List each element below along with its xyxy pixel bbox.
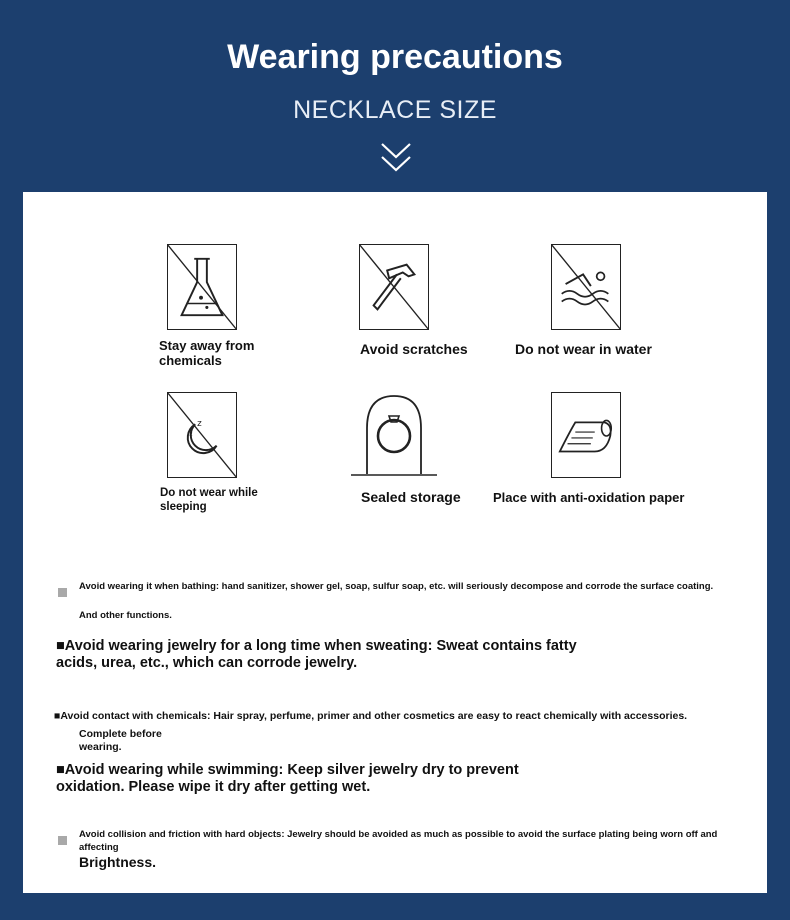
note-bullet (58, 588, 67, 597)
icon-label-sealed: Sealed storage (361, 489, 461, 505)
svg-text:z: z (197, 419, 202, 430)
icon-label-sleeping: Do not wear while sleeping (160, 487, 258, 513)
note-collision: Avoid collision and friction with hard objects: Jewelry should be avoided as much as possible to avoid the surface plating being worn off and affecting (79, 829, 718, 853)
page-subtitle: NECKLACE SIZE (293, 96, 497, 124)
note-bathing-extra: And other functions. (79, 610, 172, 621)
hammer-crossed-icon (359, 244, 429, 330)
note-swimming: ■Avoid wearing while swimming: Keep silver jewelry dry to prevent oxidation. Please wipe it dry after getting wet. (56, 762, 519, 795)
icon-label-scratches: Avoid scratches (360, 341, 468, 357)
note-bullet (58, 836, 67, 845)
note-bathing: Avoid wearing it when bathing: hand sanitizer, shower gel, soap, sulfur soap, etc. will seriously decompose and corrode the surface coating. (79, 581, 714, 592)
swimmer-crossed-icon (551, 244, 621, 330)
svg-text:z: z (189, 431, 193, 438)
paper-roll-icon (551, 392, 621, 478)
icon-label-chemicals: Stay away from chemicals (159, 338, 255, 368)
moon-sleep-crossed-icon (167, 392, 237, 478)
precautions-panel (23, 192, 767, 893)
note-chemicals-extra: Complete before wearing. (79, 728, 162, 753)
double-chevron-down-icon (379, 140, 413, 176)
icon-label-paper: Place with anti-oxidation paper (493, 490, 685, 505)
note-chemicals: ■Avoid contact with chemicals: Hair spray, perfume, primer and other cosmetics are easy to react chemically with accessories. (54, 710, 688, 722)
note-collision-extra: Brightness. (79, 854, 157, 870)
icon-label-water: Do not wear in water (515, 341, 652, 357)
page-title: Wearing precautions (227, 38, 563, 76)
flask-crossed-icon (167, 244, 237, 330)
note-sweating: ■Avoid wearing jewelry for a long time when sweating: Sweat contains fatty acids, urea, etc., which can corrode jewelry. (56, 638, 577, 671)
ring-box-icon (349, 388, 439, 480)
